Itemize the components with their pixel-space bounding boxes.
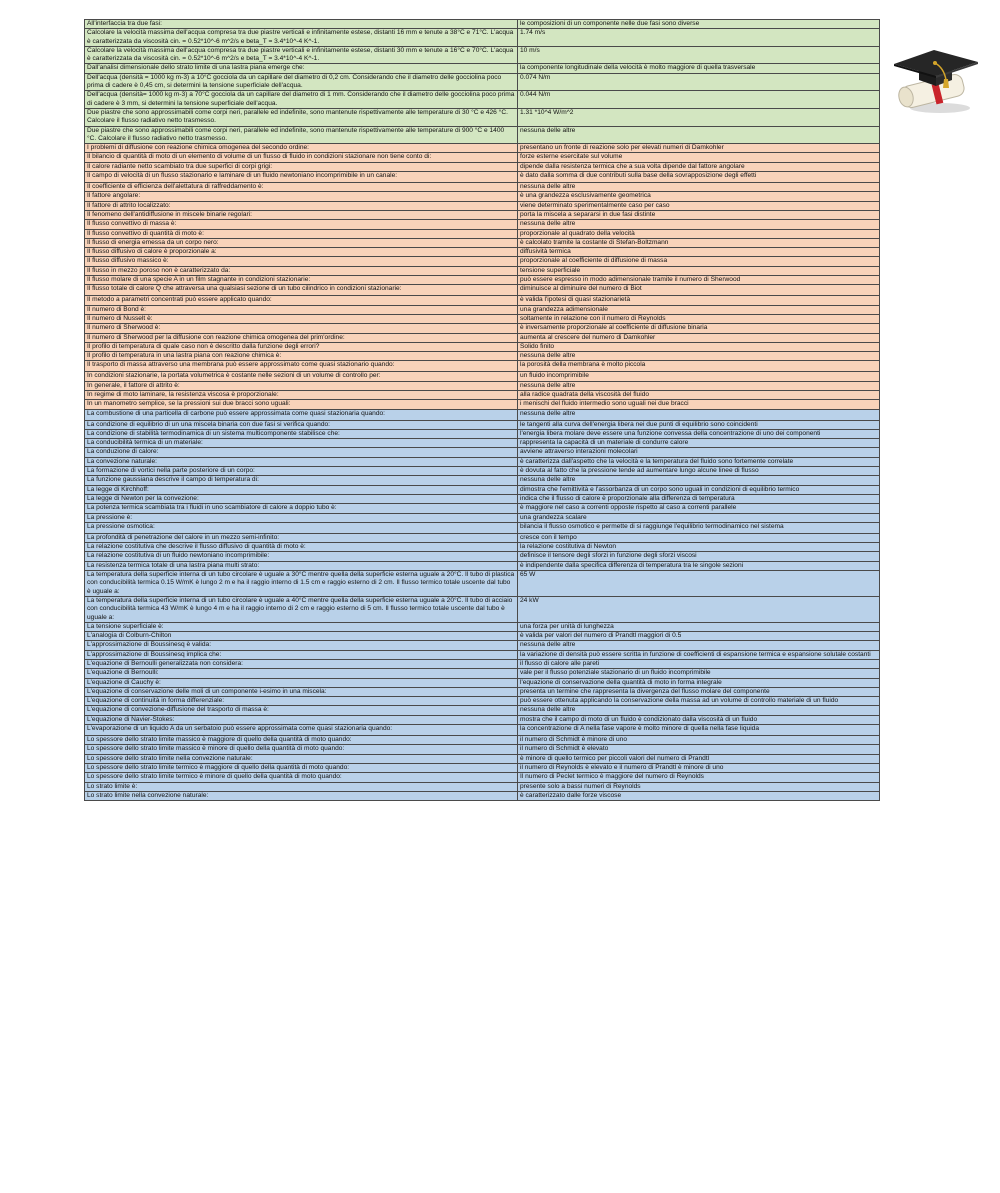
qa-row bbox=[85, 687, 880, 696]
qa-row bbox=[85, 782, 880, 791]
answer-cell: le composizioni di un componente nelle due fasi sono diverse bbox=[518, 20, 880, 29]
qa-row bbox=[85, 390, 880, 399]
qa-row bbox=[85, 669, 880, 678]
qa-row bbox=[85, 296, 880, 305]
answer-cell: un fluido incomprimibile bbox=[518, 372, 880, 381]
qa-row bbox=[85, 257, 880, 266]
answer-cell: è valida per valori del numero di Prandtl maggiori di 0.5 bbox=[518, 632, 880, 641]
answer-cell: 0.074 N/m bbox=[518, 73, 880, 91]
qa-row bbox=[85, 622, 880, 631]
question-cell: Il flusso di energia emessa da un corpo nero: bbox=[85, 238, 518, 247]
graduation-cap-diploma-icon bbox=[886, 46, 984, 116]
qa-row bbox=[85, 773, 880, 782]
answer-cell: presentano un fronte di reazione solo per elevati numeri di Damkohler bbox=[518, 144, 880, 153]
answer-cell: la relazione costitutiva di Newton bbox=[518, 543, 880, 552]
qa-row bbox=[85, 400, 880, 409]
qa-row bbox=[85, 372, 880, 381]
answer-cell: nessuna delle altre bbox=[518, 381, 880, 390]
qa-sheet bbox=[84, 19, 869, 801]
question-cell: Due piastre che sono approssimabili come corpi neri, parallele ed indefinite, sono mantenute rispettivamente alle temperature di 30 °C e 426 °C. Calcolare il flusso radiativo netto trasmesso. bbox=[85, 108, 518, 126]
answer-cell: Il numero di Peclet termico è maggiore del numero di Reynolds bbox=[518, 773, 880, 782]
question-cell: I problemi di diffusione con reazione chimica omogenea del secondo ordine: bbox=[85, 144, 518, 153]
question-cell: Due piastre che sono approssimabili come corpi neri, parallele ed indefinite, sono mantenute rispettivamente alle temperature di 900 °C e 1400 °C. Calcolare il flusso radiativo netto trasmesso. bbox=[85, 126, 518, 144]
qa-row bbox=[85, 172, 880, 183]
question-cell: Il flusso diffusivo di calore è proporzionale a: bbox=[85, 248, 518, 257]
question-cell: In regime di moto laminare, la resistenza viscosa è proporzionale: bbox=[85, 390, 518, 399]
qa-row bbox=[85, 266, 880, 275]
question-cell: Dall'analisi dimensionale dello strato limite di una lastra piana emerge che: bbox=[85, 64, 518, 73]
qa-table-body bbox=[85, 20, 880, 801]
qa-row bbox=[85, 552, 880, 561]
answer-cell: dipende dalla resistenza termica che a sua volta dipende dal fattore angolare bbox=[518, 162, 880, 171]
answer-cell: 65 W bbox=[518, 571, 880, 597]
qa-row bbox=[85, 571, 880, 597]
answer-cell: nessuna delle altre bbox=[518, 220, 880, 229]
question-cell: La conducibilità termica di un materiale: bbox=[85, 439, 518, 448]
question-cell: Il fattore angolare: bbox=[85, 192, 518, 201]
qa-row bbox=[85, 108, 880, 126]
answer-cell: è minore di quello termico per piccoli valori del numero di Prandtl bbox=[518, 754, 880, 763]
qa-row bbox=[85, 745, 880, 754]
answer-cell: è maggiore nel caso a correnti opposte rispetto al caso a correnti parallele bbox=[518, 504, 880, 513]
answer-cell: il numero di Schmidt è minore di uno bbox=[518, 736, 880, 745]
answer-cell: tensione superficiale bbox=[518, 266, 880, 275]
qa-row bbox=[85, 439, 880, 448]
question-cell: Il flusso molare di una specie A in un film stagnante in condizioni stazionarie: bbox=[85, 276, 518, 285]
answer-cell: diminuisce al diminuire del numero di Biot bbox=[518, 285, 880, 296]
question-cell: In condizioni stazionarie, la portata volumetrica è costante nelle sezioni di un volume di controllo per: bbox=[85, 372, 518, 381]
question-cell: Il flusso convettivo di massa è: bbox=[85, 220, 518, 229]
answer-cell: il numero di Reynolds è elevato e il numero di Prandtl è minore di uno bbox=[518, 763, 880, 772]
answer-cell: forze esterne esercitate sul volume bbox=[518, 153, 880, 162]
qa-row bbox=[85, 632, 880, 641]
answer-cell: è dovuta al fatto che la pressione tende ad aumentare lungo alcune linee di flusso bbox=[518, 467, 880, 476]
answer-cell: bilancia il flusso osmotico e permette di si raggiunge l'equilibrio termodinamico nel sistema bbox=[518, 522, 880, 533]
answer-cell: proporzionale al coefficiente di diffusione di massa bbox=[518, 257, 880, 266]
qa-row bbox=[85, 791, 880, 800]
question-cell: Il coefficiente di efficienza dell'alettatura di raffreddamento è: bbox=[85, 183, 518, 192]
question-cell: Calcolare la velocità massima dell'acqua compresa tra due piastre verticali e infinitamente estese, distanti 16 mm e tenute a 38°C e 71°C. L'acqua è caratterizzata da viscosità cin. = 0.52*10^-6 m^2/s e beta_T = 3.4*10^-4 K^-1. bbox=[85, 29, 518, 47]
question-cell: L'equazione di Bernoulli: bbox=[85, 669, 518, 678]
question-cell: Dell'acqua (densità = 1000 kg m-3) a 10°C gocciola da un capillare del diametro di 0,2 cm. Considerando che il diametro delle gocciolina poco prima di cadere è 0,45 cm, si determini la tensione superficiale dell'acqua. bbox=[85, 73, 518, 91]
question-cell: La legge di Kirchhoff: bbox=[85, 485, 518, 494]
answer-cell: la variazione di densità può essere scritta in funzione di coefficienti di espansione termica e espansione solutale costanti bbox=[518, 650, 880, 659]
question-cell: Il flusso in mezzo poroso non è caratterizzato da: bbox=[85, 266, 518, 275]
question-cell: Il calore radiante netto scambiato tra due superfici di corpi grigi: bbox=[85, 162, 518, 171]
answer-cell: nessuna delle altre bbox=[518, 352, 880, 361]
question-cell: Il campo di velocità di un flusso stazionario e laminare di un fluido newtoniano incomprimibile in un canale: bbox=[85, 172, 518, 183]
qa-row bbox=[85, 763, 880, 772]
answer-cell: è caratterizza dall'aspetto che la velocità e la temperatura del fluido sono fortemente correlate bbox=[518, 457, 880, 466]
qa-row bbox=[85, 467, 880, 476]
question-cell: In generale, il fattore di attrito è: bbox=[85, 381, 518, 390]
answer-cell: la componente longitudinale della velocità è molto maggiore di quella trasversale bbox=[518, 64, 880, 73]
answer-cell: il numero di Schmidt è elevato bbox=[518, 745, 880, 754]
answer-cell: proporzionale al quadrato della velocità bbox=[518, 229, 880, 238]
question-cell: Il trasporto di massa attraverso una membrana può essere approssimato come quasi stazionario quando: bbox=[85, 361, 518, 372]
question-cell: Lo spessore dello strato limite nella convezione naturale: bbox=[85, 754, 518, 763]
answer-cell: avviene attraverso interazioni molecolari bbox=[518, 448, 880, 457]
qa-row bbox=[85, 192, 880, 201]
qa-row bbox=[85, 736, 880, 745]
answer-cell: può essere espresso in modo adimensionale tramite il numero di Sherwood bbox=[518, 276, 880, 285]
qa-row bbox=[85, 238, 880, 247]
qa-row bbox=[85, 314, 880, 323]
answer-cell: nessuna delle altre bbox=[518, 641, 880, 650]
answer-cell: i menischi del fluido intermedio sono uguali nei due bracci bbox=[518, 400, 880, 409]
qa-row bbox=[85, 162, 880, 171]
answer-cell: mostra che il campo di moto di un fluido è condizionato dalla viscosità di un fluido bbox=[518, 715, 880, 724]
question-cell: La funzione gaussiana descrive il campo di temperatura di: bbox=[85, 476, 518, 485]
question-cell: Lo spessore dello strato limite termico è minore di quello della quantità di moto quando: bbox=[85, 773, 518, 782]
qa-row bbox=[85, 533, 880, 542]
qa-row bbox=[85, 64, 880, 73]
question-cell: Il fattore di attrito localizzato: bbox=[85, 201, 518, 210]
question-cell: Dell'acqua (densità= 1000 kg m-3) a 70°C gocciola da un capillare del diametro di 1 mm. Considerando che il diametro delle gocciolina poco prima di cadere è 3 mm, si determini la tensione superficiale dell'acqua. bbox=[85, 91, 518, 109]
question-cell: L'approssimazione di Boussinesq implica che: bbox=[85, 650, 518, 659]
question-cell: Calcolare la velocità massima dell'acqua compresa tra due piastre verticali e infinitamente estese, distanti 30 mm e tenute a 16°C e 70°C. L'acqua è caratterizzata da viscosità cin. = 0.52*10^-6 m^2/s e beta_T = 3.4*10^-4 K^-1. bbox=[85, 46, 518, 64]
qa-row bbox=[85, 513, 880, 522]
question-cell: Il profilo di temperatura in una lastra piana con reazione chimica è: bbox=[85, 352, 518, 361]
answer-cell: nessuna delle altre bbox=[518, 476, 880, 485]
question-cell: L'equazione di Cauchy è: bbox=[85, 678, 518, 687]
question-cell: Il profilo di temperatura di quale caso non è descritto dalla funzione degli errori? bbox=[85, 342, 518, 351]
answer-cell: la porosità della membrana è molto piccola bbox=[518, 361, 880, 372]
answer-cell: una grandezza adimensionale bbox=[518, 305, 880, 314]
answer-cell: porta la miscela a separarsi in due fasi distinte bbox=[518, 210, 880, 219]
qa-row bbox=[85, 650, 880, 659]
qa-row bbox=[85, 333, 880, 342]
answer-cell: definisce il tensore degli sforzi in funzione degli sforzi viscosi bbox=[518, 552, 880, 561]
question-cell: La potenza termica scambiata tra i fluidi in uno scambiatore di calore a doppio tubo è: bbox=[85, 504, 518, 513]
qa-row bbox=[85, 504, 880, 513]
question-cell: La relazione costitutiva di un fluido newtoniano incomprimibile: bbox=[85, 552, 518, 561]
answer-cell: Solido finito bbox=[518, 342, 880, 351]
answer-cell: le tangenti alla curva dell'energia libera nei due punti di equilibrio sono coincidenti bbox=[518, 420, 880, 429]
question-cell: La combustione di una particella di carbone può essere approssimata come quasi stazionaria quando: bbox=[85, 409, 518, 420]
answer-cell: è caratterizzato dalle forze viscose bbox=[518, 791, 880, 800]
qa-row bbox=[85, 429, 880, 438]
question-cell: Il bilancio di quantità di moto di un elemento di volume di un flusso di fluido in condizioni stazionare non tiene conto di: bbox=[85, 153, 518, 162]
question-cell: Il fenomeno dell'antidiffusione in miscele binarie regolari: bbox=[85, 210, 518, 219]
qa-row bbox=[85, 543, 880, 552]
answer-cell: nessuna delle altre bbox=[518, 409, 880, 420]
answer-cell: nessuna delle altre bbox=[518, 706, 880, 715]
question-cell: La convezione naturale: bbox=[85, 457, 518, 466]
qa-row bbox=[85, 485, 880, 494]
answer-cell: può essere ottenuta applicando la conservazione della massa ad un volume di controllo materiale di un fluido bbox=[518, 697, 880, 706]
qa-row bbox=[85, 361, 880, 372]
question-cell: L'approssimazione di Boussinesq è valida: bbox=[85, 641, 518, 650]
qa-row bbox=[85, 352, 880, 361]
qa-row bbox=[85, 276, 880, 285]
qa-row bbox=[85, 305, 880, 314]
answer-cell: nessuna delle altre bbox=[518, 126, 880, 144]
question-cell: La condizione di equilibrio di un una miscela binaria con due fasi si verifica quando: bbox=[85, 420, 518, 429]
qa-row bbox=[85, 697, 880, 706]
question-cell: Lo strato limite nella convezione naturale: bbox=[85, 791, 518, 800]
answer-cell: rappresenta la capacità di un materiale di condurre calore bbox=[518, 439, 880, 448]
qa-row bbox=[85, 220, 880, 229]
question-cell: La conduzione di calore: bbox=[85, 448, 518, 457]
question-cell: All'interfaccia tra due fasi: bbox=[85, 20, 518, 29]
qa-row bbox=[85, 285, 880, 296]
answer-cell: nessuna delle altre bbox=[518, 183, 880, 192]
answer-cell: dimostra che l'emittività e l'assorbanza di un corpo sono uguali in condizioni di equilibrio termico bbox=[518, 485, 880, 494]
question-cell: La resistenza termica totale di una lastra piana multi strato: bbox=[85, 561, 518, 570]
answer-cell: una forza per unità di lunghezza bbox=[518, 622, 880, 631]
qa-row bbox=[85, 201, 880, 210]
qa-row bbox=[85, 476, 880, 485]
qa-table bbox=[84, 19, 880, 801]
answer-cell: cresce con il tempo bbox=[518, 533, 880, 542]
answer-cell: 1.31 *10^4 W/m^2 bbox=[518, 108, 880, 126]
answer-cell: presente solo a bassi numeri di Reynolds bbox=[518, 782, 880, 791]
qa-row bbox=[85, 754, 880, 763]
question-cell: L'equazione di Bernoulli generalizzata non considera: bbox=[85, 660, 518, 669]
answer-cell: indica che il flusso di calore è proporzionale alla differenza di temperatura bbox=[518, 494, 880, 503]
qa-row bbox=[85, 20, 880, 29]
qa-row bbox=[85, 126, 880, 144]
question-cell: Il flusso totale di calore Q che attraversa una qualsiasi sezione di un tubo cilindrico in condizioni stazionarie: bbox=[85, 285, 518, 296]
answer-cell: diffusività termica bbox=[518, 248, 880, 257]
qa-row bbox=[85, 660, 880, 669]
answer-cell: il flusso di calore alle pareti bbox=[518, 660, 880, 669]
question-cell: L'evaporazione di un liquido A da un serbatoio può essere approssimata come quasi stazionaria quando: bbox=[85, 725, 518, 736]
answer-cell: l'equazione di conservazione della quantità di moto in forma integrale bbox=[518, 678, 880, 687]
qa-row bbox=[85, 342, 880, 351]
qa-row bbox=[85, 29, 880, 47]
question-cell: Il numero di Bond è: bbox=[85, 305, 518, 314]
qa-row bbox=[85, 522, 880, 533]
qa-row bbox=[85, 91, 880, 109]
question-cell: Il flusso diffusivo massico è: bbox=[85, 257, 518, 266]
question-cell: Il numero di Sherwood è: bbox=[85, 324, 518, 333]
answer-cell: vale per il flusso potenziale stazionario di un fluido incomprimibile bbox=[518, 669, 880, 678]
answer-cell: è una grandezza esclusivamente geometrica bbox=[518, 192, 880, 201]
qa-row bbox=[85, 153, 880, 162]
question-cell: La condizione di stabilità termodinamica di un sistema multicomponente stabilisce che: bbox=[85, 429, 518, 438]
question-cell: La temperatura della superficie interna di un tubo circolare è uguale a 30°C mentre quella della superficie esterna uguale a 20°C. Il tubo di plastica con conducibilità termica 0.15 W/mK è lungo 2 m e ha il raggio interno di 1.5 cm e raggio esterno di 2 cm. Il flusso termico totale uscente dal tubo è uguale a: bbox=[85, 571, 518, 597]
qa-row bbox=[85, 715, 880, 724]
question-cell: Il numero di Sherwood per la diffusione con reazione chimica omogenea del prim'ordine: bbox=[85, 333, 518, 342]
answer-cell: è indipendente dalla specifica differenza di temperatura tra le singole sezioni bbox=[518, 561, 880, 570]
question-cell: La tensione superficiale è: bbox=[85, 622, 518, 631]
answer-cell: 1.74 m/s bbox=[518, 29, 880, 47]
qa-row bbox=[85, 381, 880, 390]
qa-row bbox=[85, 641, 880, 650]
answer-cell: viene determinato sperimentalmente caso per caso bbox=[518, 201, 880, 210]
qa-row bbox=[85, 706, 880, 715]
question-cell: La temperatura della superficie interna di un tubo circolare è uguale a 40°C mentre quella della superficie esterna uguale a 20°C. Il tubo di acciaio con conducibilità termica 43 W/mK è lungo 4 m e ha il raggio interno di 2 cm e raggio esterno di 5 cm. Il flusso termico totale uscente dal tubo è uguale a: bbox=[85, 596, 518, 622]
answer-cell: è valida l'ipotesi di quasi stazionarietà bbox=[518, 296, 880, 305]
question-cell: Il flusso convettivo di quantità di moto è: bbox=[85, 229, 518, 238]
answer-cell: presenta un termine che rappresenta la divergenza del flusso molare del componente bbox=[518, 687, 880, 696]
qa-row bbox=[85, 46, 880, 64]
question-cell: L'analogia di Colburn-Chilton bbox=[85, 632, 518, 641]
question-cell: In un manometro semplice, se la pressioni sui due bracci sono uguali: bbox=[85, 400, 518, 409]
question-cell: Il metodo a parametri concentrati può essere applicato quando: bbox=[85, 296, 518, 305]
question-cell: La pressione osmotica: bbox=[85, 522, 518, 533]
answer-cell: 10 m/s bbox=[518, 46, 880, 64]
answer-cell: 24 kW bbox=[518, 596, 880, 622]
question-cell: Lo spessore dello strato limite massico è minore di quello della quantità di moto quando: bbox=[85, 745, 518, 754]
question-cell: La pressione è: bbox=[85, 513, 518, 522]
answer-cell: è calcolato tramite la costante di Stefan-Boltzmann bbox=[518, 238, 880, 247]
qa-row bbox=[85, 183, 880, 192]
qa-row bbox=[85, 229, 880, 238]
answer-cell: una grandezza scalare bbox=[518, 513, 880, 522]
qa-row bbox=[85, 144, 880, 153]
answer-cell: l'energia libera molare deve essere una funzione convessa della concentrazione di uno dei componenti bbox=[518, 429, 880, 438]
answer-cell: la concentrazione di A nella fase vapore è molto minore di quella nella fase liquida bbox=[518, 725, 880, 736]
question-cell: La legge di Newton per la convezione: bbox=[85, 494, 518, 503]
qa-row bbox=[85, 596, 880, 622]
question-cell: Il numero di Nusselt è: bbox=[85, 314, 518, 323]
question-cell: La relazione costitutiva che descrive il flusso diffusivo di quantità di moto è: bbox=[85, 543, 518, 552]
qa-row bbox=[85, 448, 880, 457]
qa-row bbox=[85, 210, 880, 219]
question-cell: L'equazione di Navier-Stokes: bbox=[85, 715, 518, 724]
answer-cell: è dato dalla somma di due contributi sulla base della sovrapposizione degli effetti bbox=[518, 172, 880, 183]
qa-row bbox=[85, 494, 880, 503]
question-cell: La profondità di penetrazione del calore in un mezzo semi-infinito: bbox=[85, 533, 518, 542]
qa-row bbox=[85, 409, 880, 420]
answer-cell: aumenta al crescere del numero di Damkohler bbox=[518, 333, 880, 342]
qa-row bbox=[85, 73, 880, 91]
answer-cell: soltamente in relazione con il numero di Reynolds bbox=[518, 314, 880, 323]
answer-cell: alla radice quadrata della viscosità del fluido bbox=[518, 390, 880, 399]
qa-row bbox=[85, 457, 880, 466]
question-cell: La formazione di vortici nella parte posteriore di un corpo: bbox=[85, 467, 518, 476]
qa-row bbox=[85, 561, 880, 570]
qa-row bbox=[85, 324, 880, 333]
answer-cell: 0.044 N/m bbox=[518, 91, 880, 109]
qa-row bbox=[85, 678, 880, 687]
question-cell: Lo spessore dello strato limite termico è maggiore di quello della quantità di moto quando: bbox=[85, 763, 518, 772]
qa-row bbox=[85, 420, 880, 429]
qa-row bbox=[85, 248, 880, 257]
question-cell: L'equazione di convezione-diffusione del trasporto di massa è: bbox=[85, 706, 518, 715]
question-cell: L'equazione di continuità in forma differenziale: bbox=[85, 697, 518, 706]
answer-cell: è inversamente proporzionale al coefficiente di diffusione binaria bbox=[518, 324, 880, 333]
qa-row bbox=[85, 725, 880, 736]
question-cell: Lo strato limite è: bbox=[85, 782, 518, 791]
question-cell: Lo spessore dello strato limite massico è maggiore di quello della quantità di moto quando: bbox=[85, 736, 518, 745]
question-cell: L'equazione di conservazione delle moli di un componente i-esimo in una miscela: bbox=[85, 687, 518, 696]
